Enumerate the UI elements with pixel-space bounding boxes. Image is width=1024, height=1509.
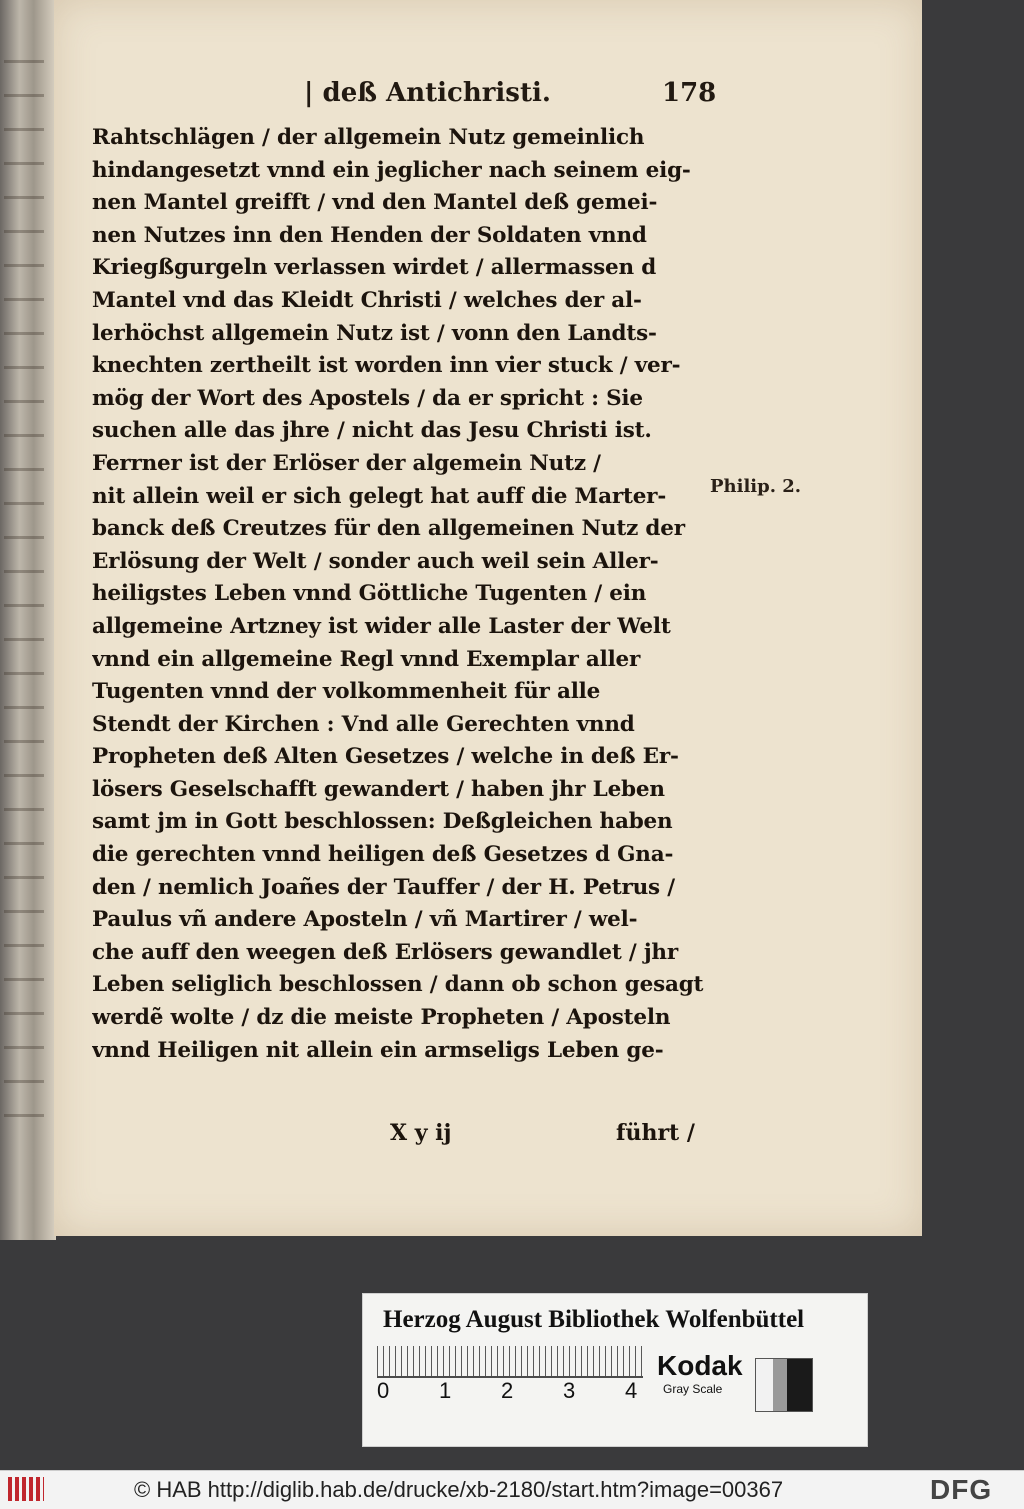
library-title: Herzog August Bibliothek Wolfenbüttel [383,1306,805,1333]
text-line: die gerechten vnnd heiligen deß Gesetzes d Gna- [92,842,674,868]
running-head: | deß Antichristi. [304,78,551,108]
viewer-footer [0,1470,1024,1509]
catchword: führt / [616,1120,695,1146]
marginal-note: Philip. 2. [710,476,802,497]
ruler-number: 1 [439,1378,452,1403]
text-line: vnnd Heiligen nit allein ein armseligs Leben ge- [92,1037,664,1063]
folio-number: 178 [662,78,717,108]
text-line: nit allein weil er sich gelegt hat auff die Marter- [92,483,667,509]
ruler-number: 2 [501,1378,514,1403]
kodak-logo: Kodak [657,1350,743,1381]
adjacent-page-edge [0,0,56,1240]
hab-logo-icon [8,1477,44,1501]
text-line: nen Nutzes inn den Henden der Soldaten vnnd [92,222,647,248]
text-line: Leben seliglich beschlossen / dann ob schon gesagt [92,972,704,998]
text-line: Propheten deß Alten Gesetzes / welche in deß Er- [92,744,679,770]
text-line: Paulus vñ andere Aposteln / vñ Martirer / wel- [92,907,638,933]
signature-mark: X y ij [390,1120,452,1146]
text-line: suchen alle das jhre / nicht das Jesu Christi ist. [92,418,652,444]
text-line: heiligstes Leben vnnd Göttliche Tugenten / ein [92,581,647,607]
text-line: che auff den weegen deß Erlösers gewandlet / jhr [92,939,678,965]
text-line: Stendt der Kirchen : Vnd alle Gerechten vnnd [92,711,635,737]
gray-scale-patch [755,1358,813,1412]
ruler-number: 0 [377,1378,390,1403]
text-line: mög der Wort des Apostels / da er spricht : Sie [92,385,643,411]
color-scale-card [362,1293,868,1447]
text-line: allgemeine Artzney ist wider alle Laster der Welt [92,613,671,639]
text-line: vnnd ein allgemeine Regl vnnd Exemplar aller [92,646,641,672]
gray-scale-label: Gray Scale [663,1382,723,1396]
text-line: den / nemlich Joañes der Tauffer / der H. Petrus / [92,874,675,900]
main-text-block [92,122,712,1067]
adjacent-page-text-edge [4,60,44,1120]
text-line: Erlösung der Welt / sonder auch weil sein Aller- [92,548,659,574]
text-line: Ferrner ist der Erlöser der algemein Nutz / [92,450,601,476]
page-foot [54,1120,922,1156]
text-line: samt jm in Gott beschlossen: Deßgleichen haben [92,809,673,835]
ruler-number: 3 [563,1378,576,1403]
text-line: Kriegßgurgeln verlassen wirdet / allermassen d [92,255,657,281]
source-credit-link[interactable]: © HAB http://diglib.hab.de/drucke/xb-2180/start.htm?image=00367 [134,1477,784,1502]
text-line: lerhöchst allgemein Nutz ist / vonn den Landts- [92,320,657,346]
dfg-logo: DFG [930,1474,993,1505]
ruler-number: 4 [625,1378,638,1403]
text-line: Tugenten vnnd der volkommenheit für alle [92,679,601,705]
text-line: Mantel vnd das Kleidt Christi / welches der al- [92,287,642,313]
measurement-ruler [377,1346,643,1378]
text-line: Rahtschlägen / der allgemein Nutz gemeinlich [92,125,645,150]
text-line: hindangesetzt vnnd ein jeglicher nach seinem eig- [92,157,691,183]
text-line: nen Mantel greifft / vnd den Mantel deß gemei- [92,190,658,216]
book-page [54,0,922,1236]
page-header [54,78,922,118]
text-line: werdẽ wolte / dz die meiste Propheten / Aposteln [92,1005,671,1031]
text-line: knechten zertheilt ist worden inn vier stuck / ver- [92,353,681,379]
text-line: banck deß Creutzes für den allgemeinen Nutz der [92,516,685,542]
text-line: lösers Geselschafft gewandert / haben jhr Leben [92,776,665,802]
